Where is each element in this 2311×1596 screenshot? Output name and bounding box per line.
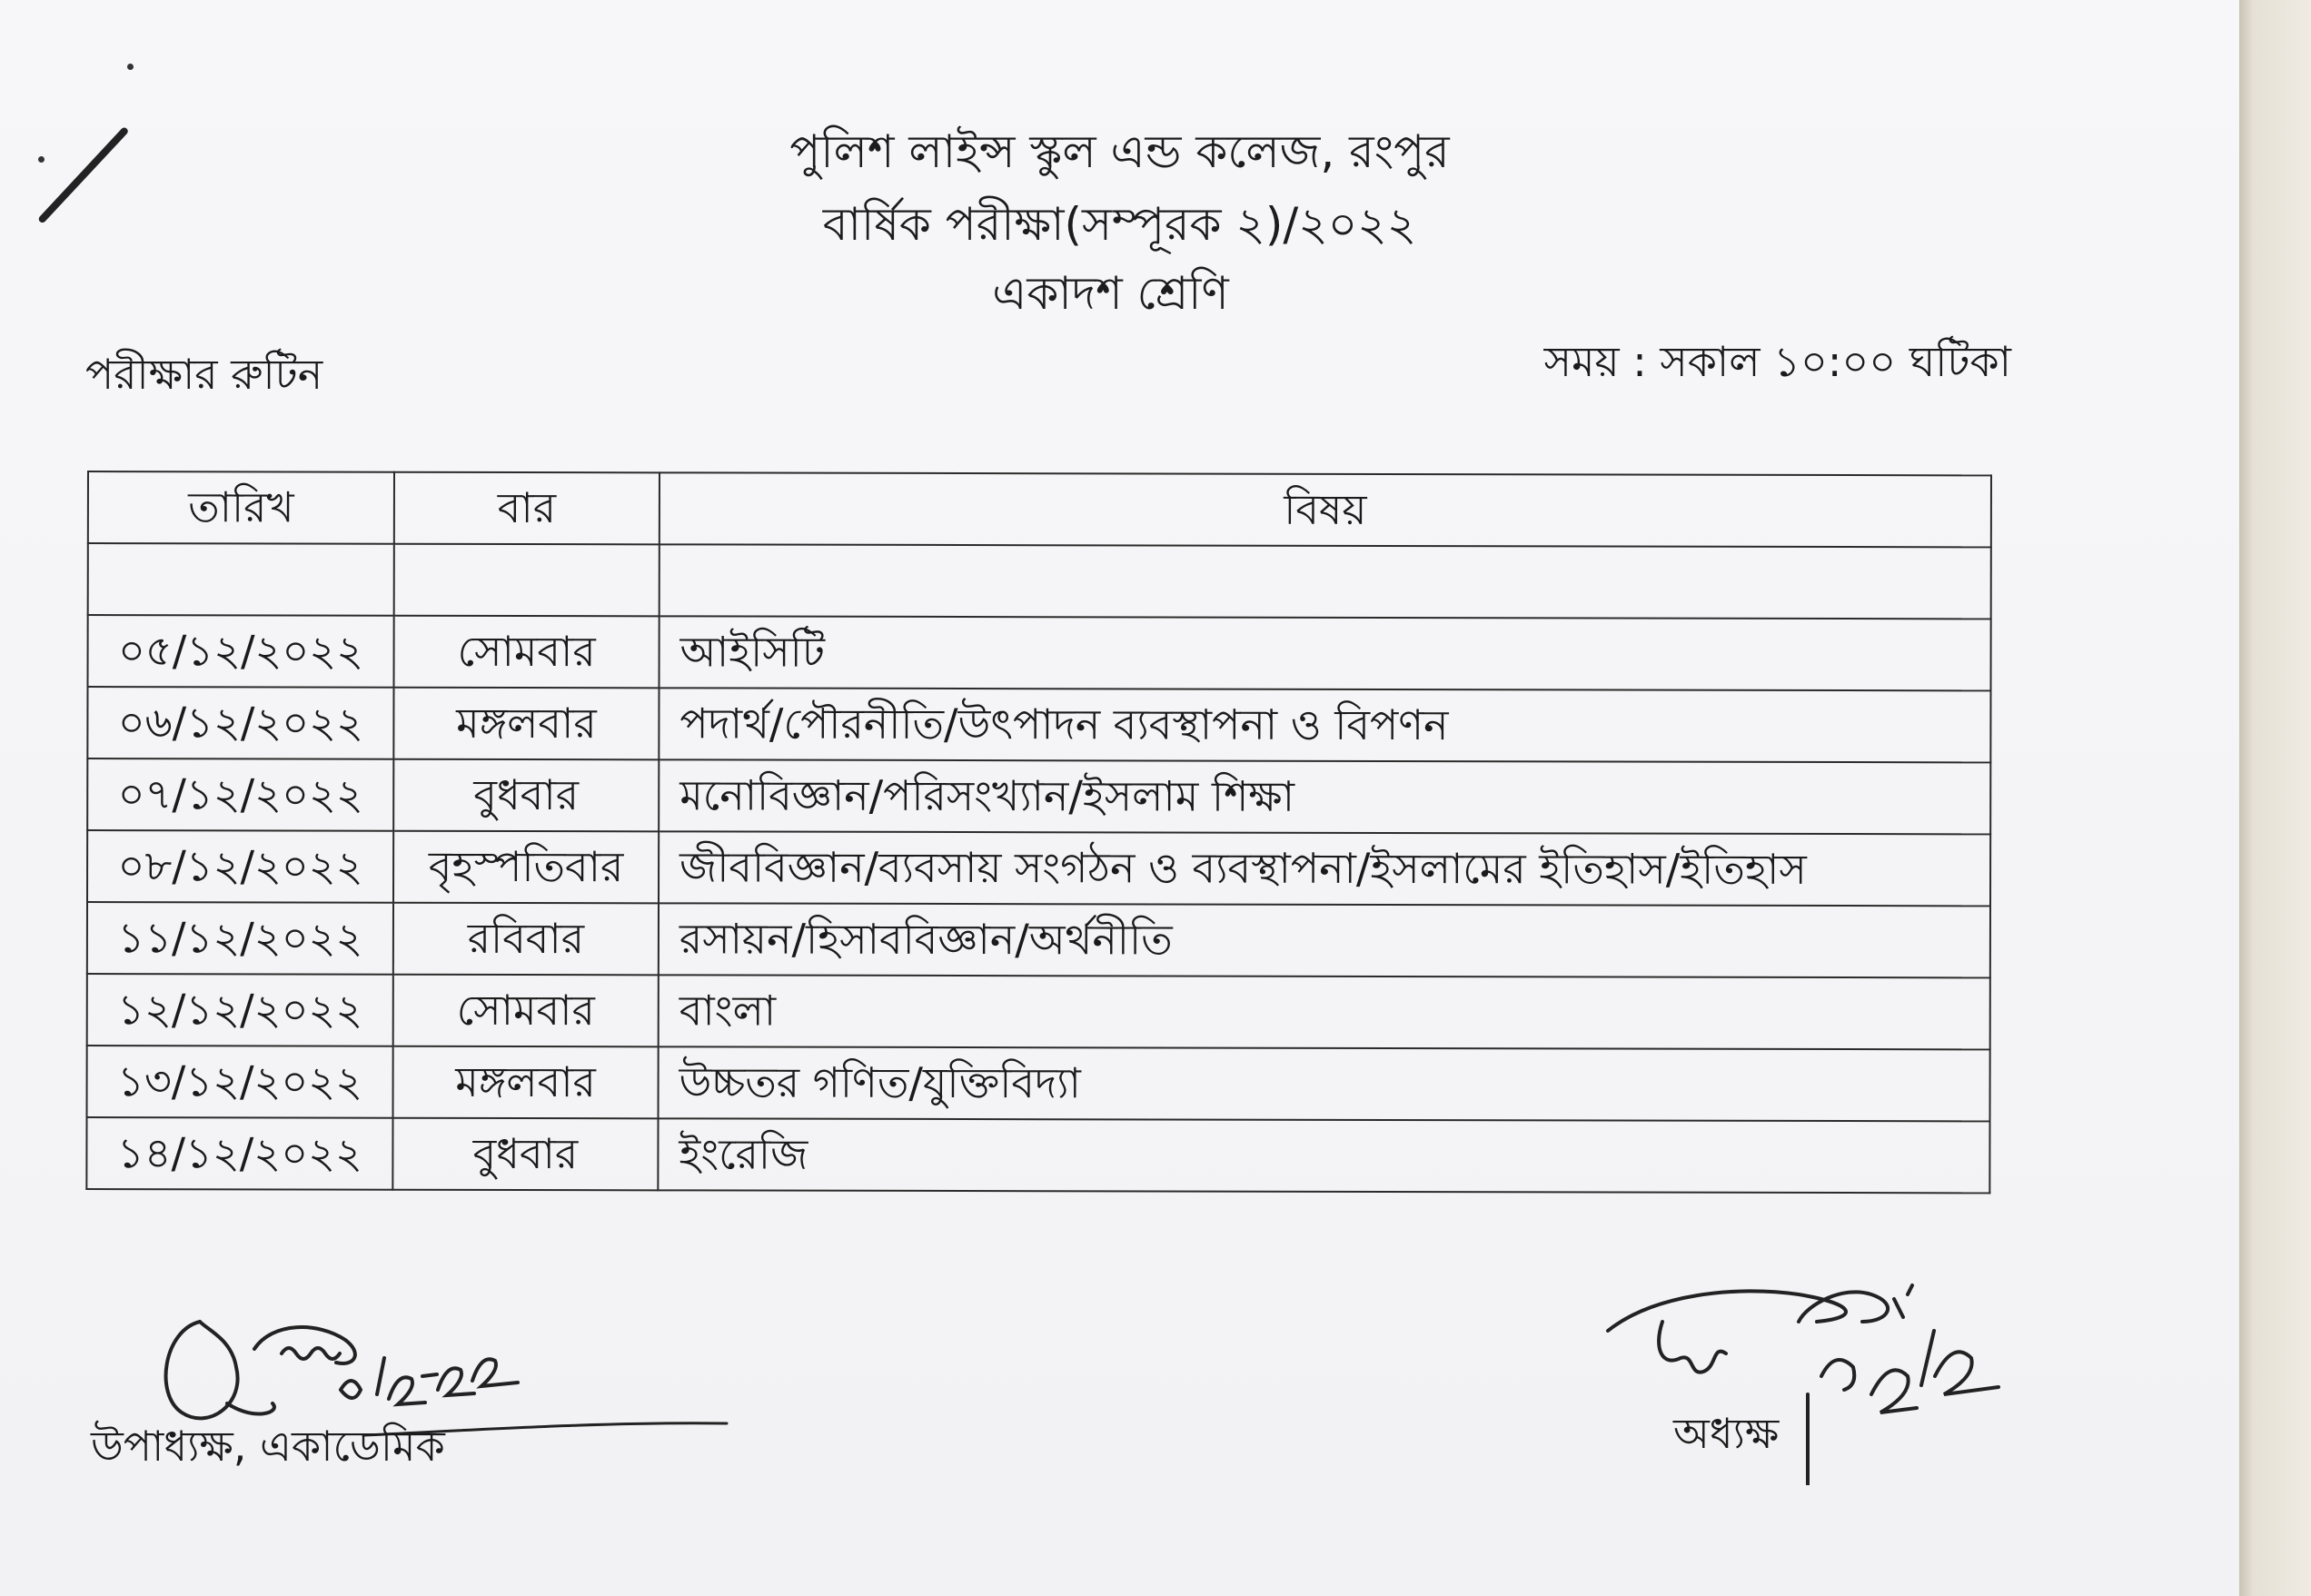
cell-day: বুধবার <box>392 1118 658 1191</box>
cell-day: মঙ্গলবার <box>393 1046 659 1119</box>
cell-date: ০৭/১২/২০২২ <box>87 758 393 831</box>
cell-date: ০৮/১২/২০২২ <box>87 830 393 903</box>
cell-subject: ইংরেজি <box>658 1118 1989 1193</box>
cell-subject: বাংলা <box>659 975 1990 1049</box>
institution-name: পুলিশ লাইন্স স্কুল এন্ড কলেজ, রংপুর <box>789 125 1450 178</box>
vice-principal-title: উপাধ্যক্ষ, একাডেমিক <box>91 1422 445 1471</box>
header-day: বার <box>394 472 660 545</box>
principal-signature <box>1599 1267 2035 1485</box>
cell-day: সোমবার <box>393 975 659 1047</box>
table-row <box>87 687 1990 762</box>
cell-date: ১২/১২/২০২২ <box>87 974 393 1046</box>
table-row <box>88 543 1991 619</box>
principal-title: অধ্যক্ষ <box>1673 1409 1780 1458</box>
class-name: একাদশ শ্রেণি <box>992 267 1229 320</box>
table-row <box>86 1117 1989 1193</box>
table-row <box>87 758 1990 834</box>
routine-label: পরীক্ষার রুটিন <box>85 350 323 399</box>
ink-dot <box>127 64 134 70</box>
cell-subject: জীববিজ্ঞান/ব্যবসায় সংগঠন ও ব্যবস্থাপনা/ইসলামের ইতিহাস/ইতিহাস <box>659 831 1990 906</box>
exam-routine-table <box>85 471 1992 1194</box>
cell-subject: আইসিটি <box>660 616 1991 690</box>
cell-date: ০৫/১২/২০২২ <box>88 615 394 688</box>
header-subject: বিষয় <box>660 472 1991 547</box>
cell-day: মঙ্গলবার <box>393 688 659 760</box>
table-row <box>87 974 1990 1049</box>
header-date: তারিখ <box>88 471 394 544</box>
table-row <box>87 902 1990 977</box>
paper-edge-shadow <box>2239 0 2311 1596</box>
exam-time: সময় : সকাল ১০:০০ ঘটিকা <box>1543 337 2011 386</box>
cell-subject: পদার্থ/পৌরনীতি/উৎপাদন ব্যবস্থাপনা ও বিপণন <box>659 688 1990 762</box>
cell-subject <box>660 544 1991 619</box>
cell-date: ১৩/১২/২০২২ <box>87 1046 393 1118</box>
cell-date <box>88 543 394 616</box>
cell-subject: রসায়ন/হিসাববিজ্ঞান/অর্থনীতি <box>659 903 1990 977</box>
cell-day <box>394 544 660 617</box>
cell-subject: উচ্চতর গণিত/যুক্তিবিদ্যা <box>659 1046 1990 1121</box>
cell-date: ০৬/১২/২০২২ <box>87 687 393 759</box>
cell-date: ১১/১২/২০২২ <box>87 902 393 975</box>
cell-day: বৃহস্পতিবার <box>393 831 659 904</box>
table-row <box>88 615 1991 690</box>
table-header-row <box>88 471 1991 547</box>
table-row <box>87 830 1990 906</box>
cell-date: ১৪/১২/২০২২ <box>86 1117 392 1190</box>
table-row <box>87 1046 1990 1121</box>
cell-day: বুধবার <box>393 759 659 832</box>
cell-subject: মনোবিজ্ঞান/পরিসংখ্যান/ইসলাম শিক্ষা <box>659 759 1990 834</box>
exam-title: বার্ষিক পরীক্ষা(সম্পূরক ২)/২০২২ <box>822 198 1417 251</box>
cell-day: রবিবার <box>393 903 659 976</box>
cell-day: সোমবার <box>394 616 660 689</box>
